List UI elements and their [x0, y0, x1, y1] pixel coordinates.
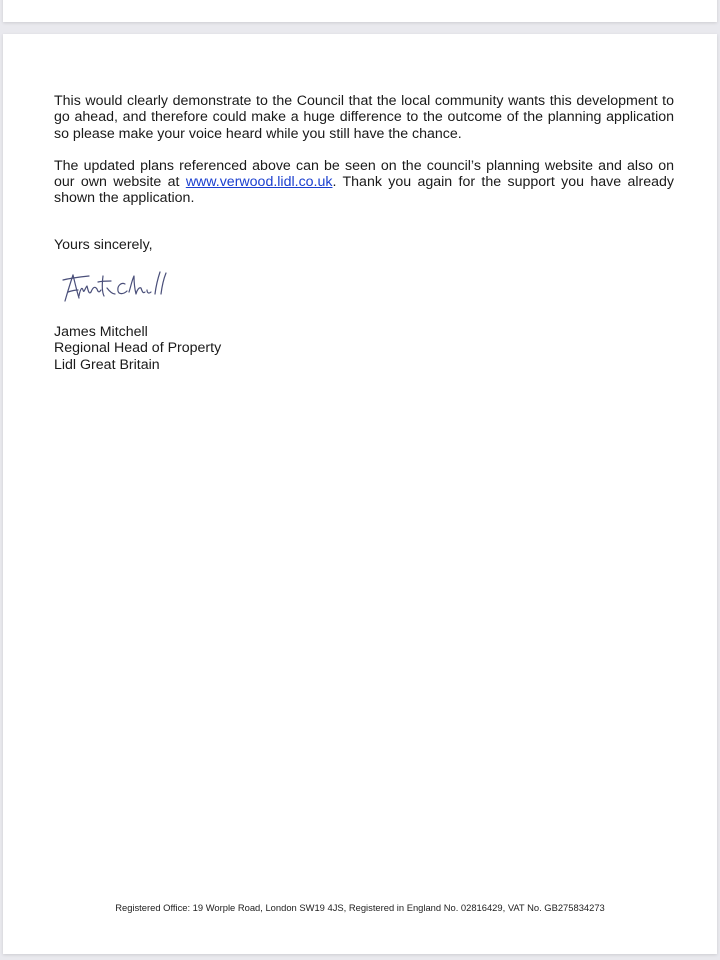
signatory-company: Lidl Great Britain [54, 356, 160, 373]
previous-page-edge [3, 0, 717, 22]
signatory-title: Regional Head of Property [54, 340, 222, 357]
paragraph-updated-plans [54, 158, 674, 207]
paragraph-updated-plans-end: . Thank you again for the support you have already shown the application. [54, 174, 674, 207]
letter-body [54, 93, 674, 207]
paragraph-updated-plans-start: The updated plans referenced above can be seen on the council’s planning website and also on our own website at [54, 157, 674, 191]
handwritten-signature [57, 268, 177, 308]
paragraph-community-support: This would clearly demonstrate to the Council that the local community wants this development to go ahead, and therefore could make a huge difference to the outcome of the planning application so please make your voice heard while you still have the chance. [54, 93, 674, 142]
letter-page [3, 34, 717, 954]
signatory-details [54, 324, 221, 373]
registered-office-footer: Registered Office: 19 Worple Road, London SW19 4JS, Registered in England No. 02816429, VAT No. GB275834273 [115, 902, 605, 913]
closing-salutation: Yours sincerely, [54, 237, 153, 253]
signatory-name: James Mitchell [54, 324, 148, 340]
website-link[interactable]: www.verwood.lidl.co.uk [185, 174, 333, 191]
